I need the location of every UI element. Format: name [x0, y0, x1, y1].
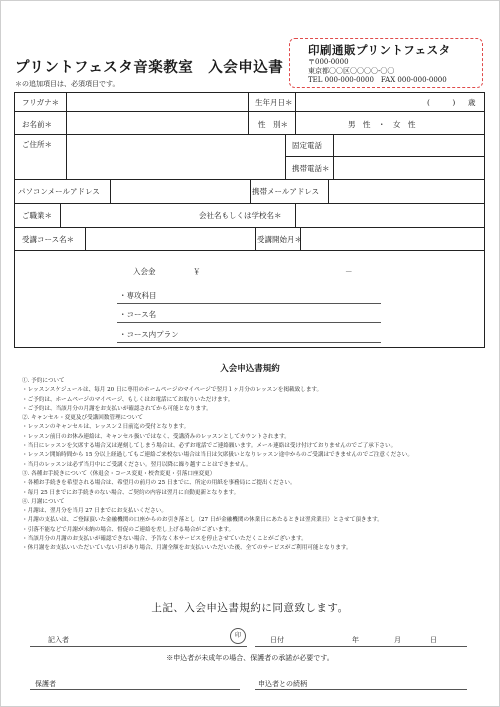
applicant-label: 記入者	[48, 636, 69, 644]
address-label: ご住所＊	[22, 140, 52, 149]
mobile-email-label: 携帯メールアドレス	[252, 187, 320, 196]
furigana-label: フリガナ＊	[22, 98, 60, 107]
terms-line: ・レッスンスケジュールは、毎月 20 日に専用のホームページのマイページで翌月１ヶ月分のレッスンを掲載致します。	[22, 387, 323, 394]
terms-line: ・当日にレッスンを欠席する場合又は遅刻してしまう場合は、必ずお電話でご連絡願います。メール連絡は受け付けておりませんのでご了承下さい。	[22, 443, 397, 450]
application-form	[14, 92, 485, 348]
guardian-label: 保護者	[35, 680, 56, 688]
course-label: 受講コース名＊	[22, 235, 75, 244]
name-label: お名前＊	[22, 120, 52, 129]
shop-name: 印刷通販プリントフェスタ	[308, 43, 451, 57]
start-month-label: 受講開始月＊	[257, 235, 302, 244]
gender-label: 性 別＊	[258, 120, 288, 129]
relation-label: 申込者との続柄	[258, 680, 307, 688]
terms-line: ・当該月分の月謝のお支払いが確認できない場合、予告なく本サービスを停止させていただくことがございます。	[22, 536, 307, 543]
fee-label: 入会金	[133, 267, 156, 276]
shop-address: 東京都〇〇区〇〇〇〇-〇〇	[308, 67, 395, 75]
mobile-label: 携帯電話＊	[292, 164, 330, 173]
terms-line: ・休月謝をお支払いいただいていない月があり場合、月謝全額をお支払いいただいた後、全てのサービスがご利用可能となります。	[22, 545, 352, 552]
terms-line: ・ご予約は、当該月分の月謝をお支払いが確認されてから可能となります。	[22, 405, 212, 412]
terms-line: ①. 予約について	[22, 378, 65, 384]
seal-mark: 印	[230, 628, 246, 644]
birthday-label: 生年月日＊	[255, 98, 293, 107]
terms-line: ・レッスンのキャンセルは、レッスン２日前迄の受付となります。	[22, 424, 190, 431]
age-unit: 歳	[468, 98, 476, 107]
course-plan-label: ・コース内プラン	[119, 330, 179, 339]
occupation-label: ご職業＊	[22, 211, 52, 220]
major-label: ・専攻科目	[119, 291, 157, 300]
shop-info-box	[289, 38, 483, 88]
fee-currency: ￥	[193, 267, 201, 276]
terms-line: ・月謝の支払いは、ご登録頂いた金融機関の口座からのお引き落とし（27 日が金融機関の休業日にあたるときは翌営業日）とさせて頂きます。	[22, 517, 383, 524]
landline-label: 固定電話	[292, 141, 322, 150]
shop-postal: 〒000-0000	[308, 58, 349, 66]
terms-line: ④. 月謝について	[22, 498, 65, 505]
terms-line: ・引落不能などで月謝が未納の場合、督促のご連絡を差し上げる場合がございます。	[22, 526, 235, 533]
gender-options[interactable]: 男 性 ・ 女 性	[348, 120, 416, 129]
terms-line: ・毎月 25 日までにお手続きのない場合、ご契約の内容は翌月に自動更新となります。	[22, 489, 240, 496]
shop-tel-fax: TEL 000-000-0000 FAX 000-000-0000	[308, 76, 447, 84]
terms-body	[22, 377, 482, 554]
pc-email-label: パソコンメールアドレス	[18, 187, 100, 196]
minor-consent-note: ※申込者が未成年の場合、保護者の承諾が必要です。	[166, 654, 334, 662]
company-school-label: 会社名もしくは学校名＊	[199, 211, 282, 220]
terms-line: ・ご予約は、ホームページのマイページ、もしくはお電話にてお取りいただけます。	[22, 396, 234, 403]
terms-line: ・レッスン開始時間から 15 分以上経過してもご連絡ご来校ない場合は当日は欠席扱いとなりレッスン途中からのご受講はできませんのでご注意ください。	[22, 452, 413, 459]
age-paren: ( )	[427, 98, 456, 107]
terms-line: ・当月のレッスンは必ず当月中にご受講ください。翌月以降に繰り越すことはできません。	[22, 461, 252, 468]
fee-dash: －	[345, 267, 353, 276]
terms-line: ・月謝は、翌月分を当月 27 日までにお支払いください。	[22, 508, 167, 515]
course-name-label: ・コース名	[119, 310, 157, 319]
required-note: ＊の追加項目は、必須項目です。	[15, 80, 120, 88]
date-label: 日付	[270, 636, 284, 644]
month-label: 月	[394, 636, 401, 644]
agreement-statement: 上記、入会申込書規約に同意致します。	[151, 602, 349, 614]
terms-title: 入会申込書規約	[220, 364, 280, 374]
terms-line: ・レッスン前日のお休み連絡は、キャンセル扱いではなく、受講済みのレッスンとしてカウントされます。	[22, 433, 290, 440]
day-label: 日	[430, 636, 437, 644]
terms-line: ③. 各種お手続きについて（休退会・コース変更・校舎変更・引落口座変更）	[22, 470, 216, 477]
page-title: プリントフェスタ音楽教室 入会申込書	[15, 59, 284, 76]
terms-line: ②. キャンセル・変更及び受講回数管理について	[22, 415, 143, 422]
year-label: 年	[352, 636, 359, 644]
terms-line: ・各種お手続きを希望される場合は、希望月の前月の 25 日までに、所定の用紙を事務局にご提出ください。	[22, 480, 296, 487]
